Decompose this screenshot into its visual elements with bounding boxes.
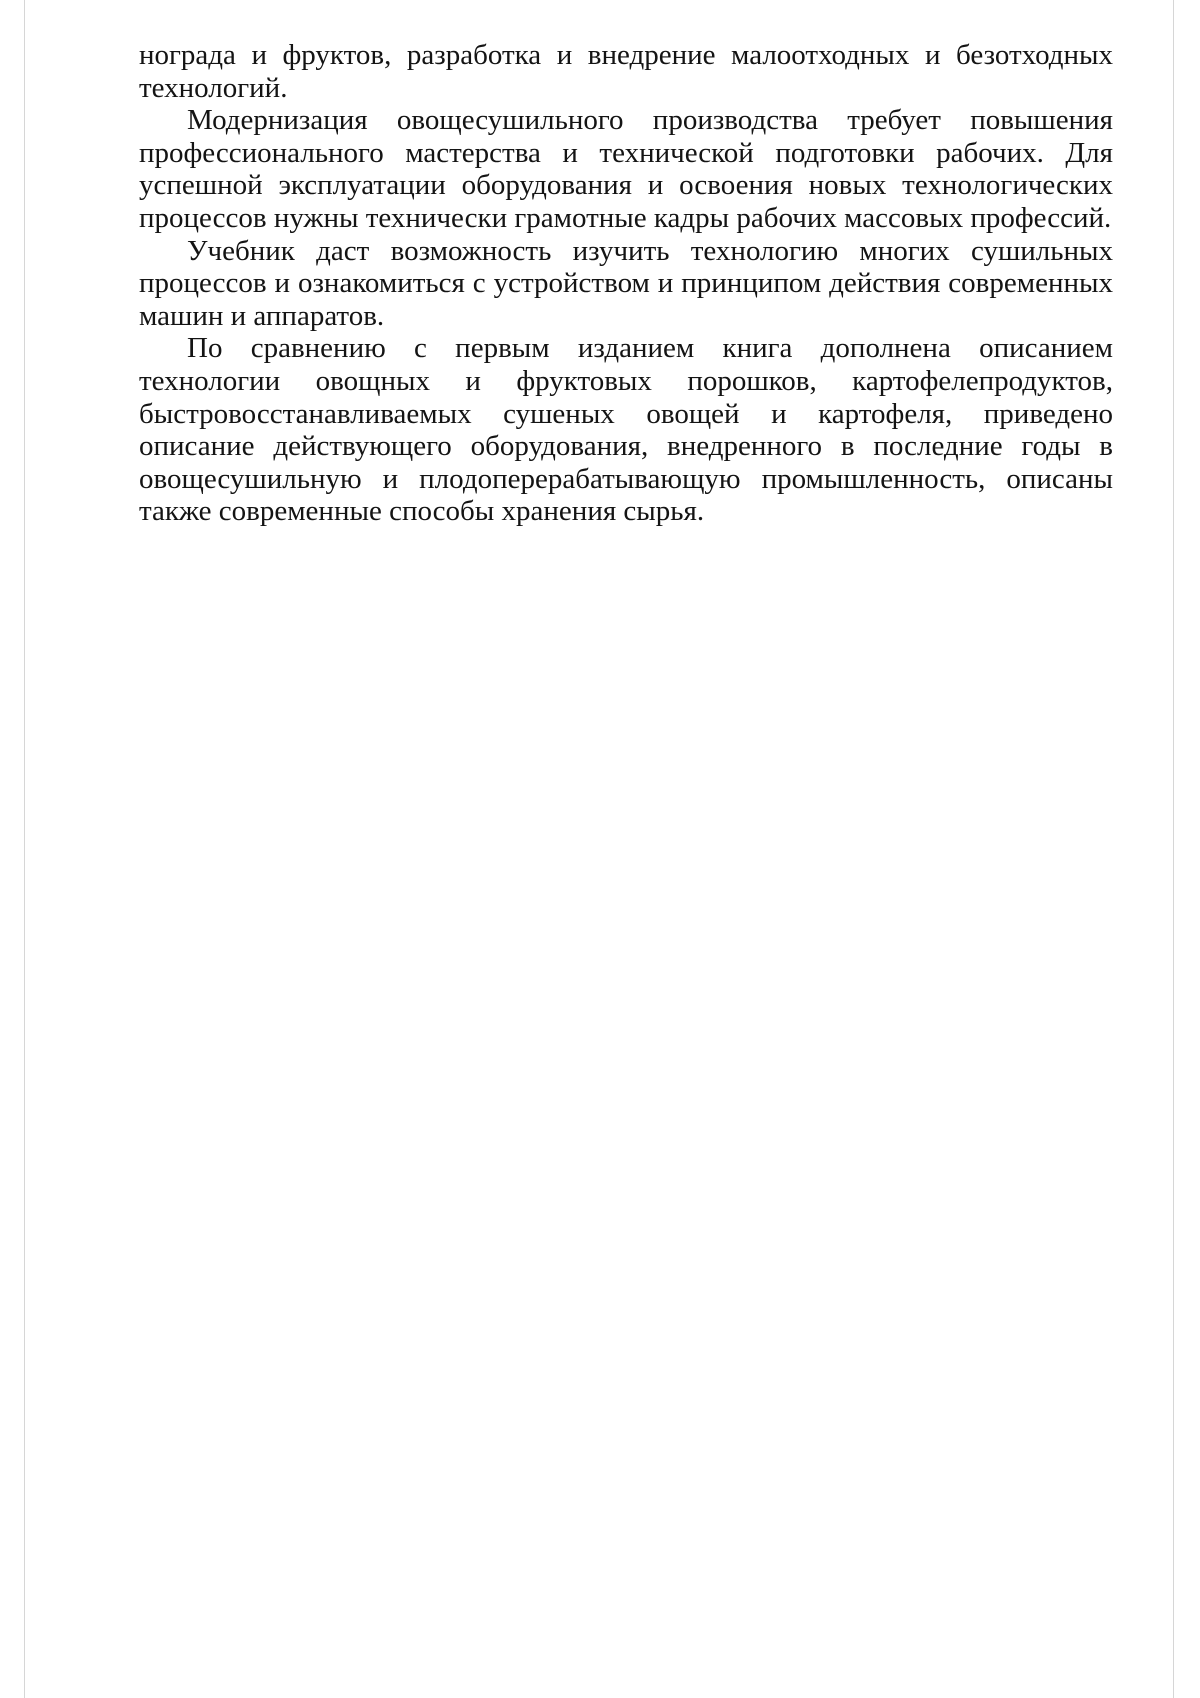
body-text bbox=[139, 39, 1113, 528]
paragraph-2: Модернизация овощесушильного производства требует повышения профессионального мастерства и технической подготовки рабочих. Для успешной эксплуатации оборудования и освоения новых технологических процессов нужны технически грамотные кадры рабочих массовых профессий. bbox=[139, 104, 1113, 234]
paragraph-3: Учебник даст возможность изучить технологию многих сушильных процессов и ознакомиться с устройством и принципом действия современных машин и аппаратов. bbox=[139, 234, 1113, 332]
document-page bbox=[24, 0, 1174, 1698]
paragraph-4: По сравнению с первым изданием книга дополнена описанием технологии овощных и фруктовых порошков, картофелепродуктов, быстровосстанавливаемых сушеных овощей и картофеля, приведено описание действующего оборудования, внедренного в последние годы в овощесушильную и плодоперерабатывающую промышленность, описаны также современные способы хранения сырья. bbox=[139, 332, 1113, 528]
paragraph-1: нограда и фруктов, разработка и внедрение малоотходных и безотходных технологий. bbox=[139, 39, 1113, 104]
